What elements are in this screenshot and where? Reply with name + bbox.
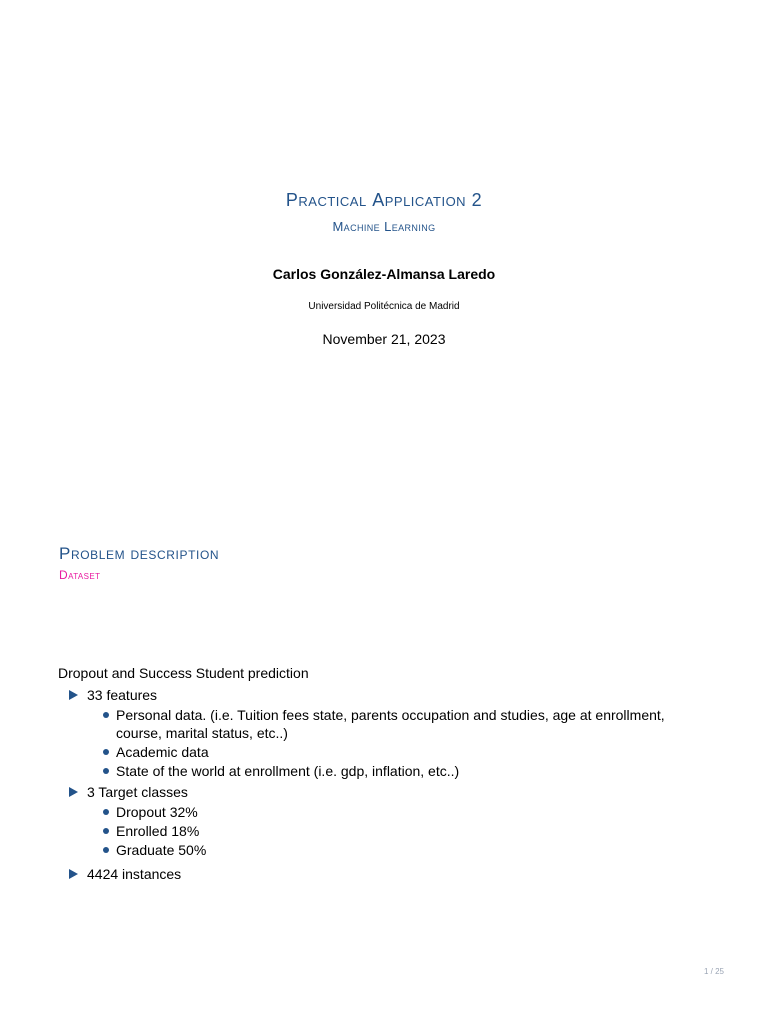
title-part: pplication 2 — [384, 190, 483, 210]
triangle-bullet-icon — [69, 869, 78, 879]
list-item — [87, 706, 708, 742]
dot-bullet-icon — [103, 749, 109, 755]
list-item — [87, 803, 708, 821]
list-item-label: 33 features — [87, 687, 158, 703]
author-name: Carlos González-Almansa Laredo — [272, 266, 496, 282]
page-number: 1 / 25 — [703, 967, 724, 976]
list-item-label: Personal data. (i.e. Tuition fees state, parents occupation and studies, age at enrollment, course, marital status, etc..) — [116, 707, 665, 741]
presentation-date: November 21, 2023 — [322, 331, 446, 347]
dot-bullet-icon — [103, 828, 109, 834]
dot-bullet-icon — [103, 847, 109, 853]
intro-text: Dropout and Success Student prediction — [58, 665, 309, 681]
list-item — [87, 841, 708, 859]
list-item-label: State of the world at enrollment (i.e. gdp, inflation, etc..) — [116, 763, 460, 779]
list-item — [87, 822, 708, 840]
title-part: A — [372, 190, 385, 210]
list-item-label: 4424 instances — [87, 866, 182, 882]
list-item-label: Graduate 50% — [116, 842, 207, 858]
sub-bullet-list — [87, 706, 708, 780]
presentation-subtitle: Machine Learning — [332, 219, 436, 234]
list-item — [87, 743, 708, 761]
list-item — [58, 865, 708, 883]
title-part: ractical — [298, 190, 373, 210]
dot-bullet-icon — [103, 768, 109, 774]
slide-body — [58, 664, 708, 886]
list-item-label: Enrolled 18% — [116, 823, 200, 839]
dot-bullet-icon — [103, 712, 109, 718]
sub-bullet-list — [87, 803, 708, 859]
dot-bullet-icon — [103, 809, 109, 815]
list-item — [87, 762, 708, 780]
content-slide — [0, 512, 768, 1024]
title-part: P — [285, 190, 299, 210]
triangle-bullet-icon — [69, 690, 78, 700]
list-item-label: 3 Target classes — [87, 784, 188, 800]
bullet-list — [58, 686, 708, 883]
institute: Universidad Politécnica de Madrid — [308, 301, 460, 312]
presentation-title — [0, 190, 768, 211]
list-item-label: Dropout 32% — [116, 804, 198, 820]
list-item — [58, 783, 708, 859]
triangle-bullet-icon — [69, 787, 78, 797]
frame-subtitle: Dataset — [59, 568, 101, 582]
list-item — [58, 686, 708, 780]
list-item-label: Academic data — [116, 744, 209, 760]
frame-title: Problem description — [59, 544, 220, 563]
